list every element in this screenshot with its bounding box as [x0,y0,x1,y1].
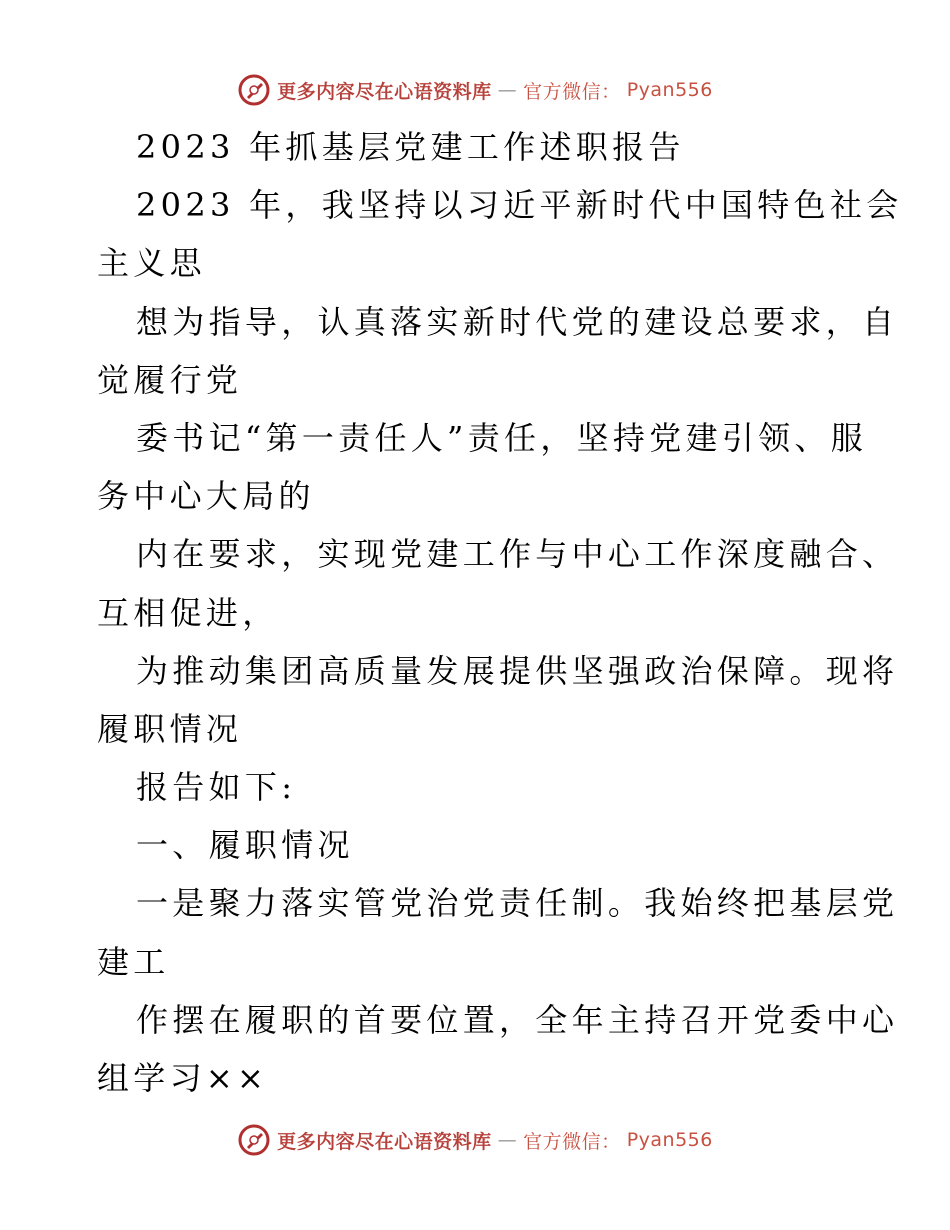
paragraph-line: 一是聚力落实管党治党责任制。我始终把基层党 [136,884,899,923]
paragraph-line: 觉履行党 [97,360,243,399]
watermark-wechat-label: 官方微信： [523,1130,621,1153]
watermark-footer [0,1120,950,1160]
paragraph-line: 作摆在履职的首要位置，全年主持召开党委中心 [136,1000,899,1039]
section-heading: 一、履职情况 [136,826,354,865]
paragraph-line: 务中心大局的 [97,477,315,516]
watermark-site-text: 更多内容尽在心语资料库 [277,1130,492,1153]
watermark-wechat-label: 官方微信： [523,80,621,103]
watermark-site-text: 更多内容尽在心语资料库 [277,80,492,103]
paragraph-line: 互相促进， [97,593,279,632]
watermark-wechat-id: Pyan556 [626,1129,713,1151]
paragraph-line: 委书记“第一责任人”责任，坚持党建引领、服 [136,418,868,457]
paragraph-line: 组学习×× [97,1059,269,1097]
watermark-header [0,70,950,110]
paragraph-line: 2023 年，我坚持以习近平新时代中国特色社会 [136,186,903,225]
paragraph-line: 报告如下: [136,768,297,807]
paragraph-line: 履职情况 [97,709,243,748]
paragraph-line: 主义思 [97,244,206,283]
paragraph-line: 内在要求，实现党建工作与中心工作深度融合、 [136,535,899,574]
watermark-dash: — [497,79,518,101]
quill-seal-icon [237,1123,271,1157]
paragraph-line: 建工 [97,942,170,981]
quill-seal-icon [237,73,271,107]
watermark-wechat-id: Pyan556 [626,79,713,101]
paragraph-line: 为推动集团高质量发展提供坚强政治保障。现将 [136,651,899,690]
paragraph-line: 想为指导，认真落实新时代党的建设总要求，自 [136,302,899,341]
document-title: 2023 年抓基层党建工作述职报告 [136,128,685,166]
watermark-dash: — [497,1129,518,1151]
document-body [97,118,903,1107]
